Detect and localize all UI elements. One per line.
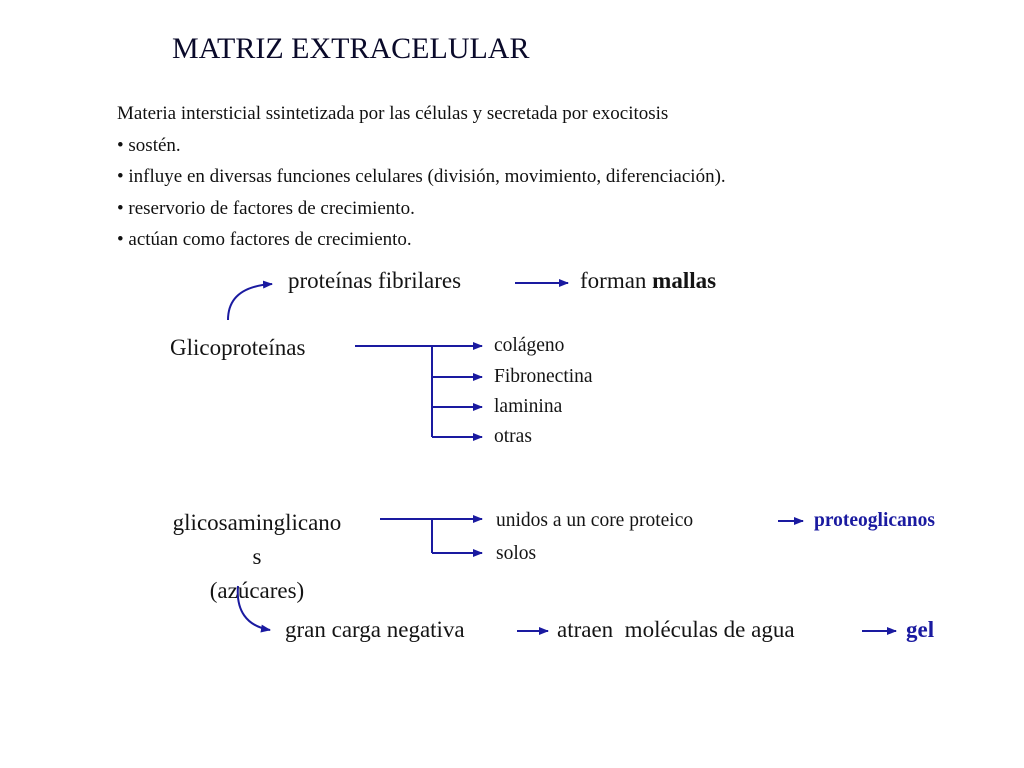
label-mallas: mallas [652, 268, 717, 293]
bullet-funciones: • influye en diversas funciones celulares (división, movimiento, diferenciación). [117, 166, 726, 187]
bullet-factores: • actúan como factores de crecimiento. [117, 229, 412, 250]
curved-arrow-fibrilares [228, 284, 272, 320]
item-fibronectina: Fibronectina [494, 366, 593, 387]
label-forman-mallas [580, 268, 716, 294]
page-title: MATRIZ EXTRACELULAR [172, 32, 530, 65]
gag-line-1: glicosaminglicano [172, 510, 342, 535]
label-gel: gel [906, 617, 935, 642]
item-colageno: colágeno [494, 335, 565, 356]
gag-line-2: s [252, 544, 262, 569]
label-atraen-agua: atraen moléculas de agua [557, 617, 795, 642]
label-gran-carga: gran carga negativa [285, 617, 465, 642]
item-unidos-core: unidos a un core proteico [496, 510, 694, 531]
item-laminina: laminina [494, 396, 563, 417]
gag-line-3: (azúcares) [209, 578, 305, 603]
item-otras: otras [494, 426, 532, 447]
bullet-reservorio: • reservorio de factores de crecimiento. [117, 197, 415, 219]
label-proteoglicanos: proteoglicanos [814, 510, 935, 531]
label-forman: forman [580, 268, 647, 293]
label-proteinas-fibrilares: proteínas fibrilares [288, 268, 462, 293]
label-glicoproteinas: Glicoproteínas [170, 335, 306, 360]
item-solos: solos [496, 543, 537, 564]
intro-lead: Materia intersticial ssintetizada por las células y secretada por exocitosis [117, 103, 669, 124]
bullet-sosten: • sostén. [117, 134, 181, 156]
label-glicosaminglicanos [142, 506, 372, 608]
